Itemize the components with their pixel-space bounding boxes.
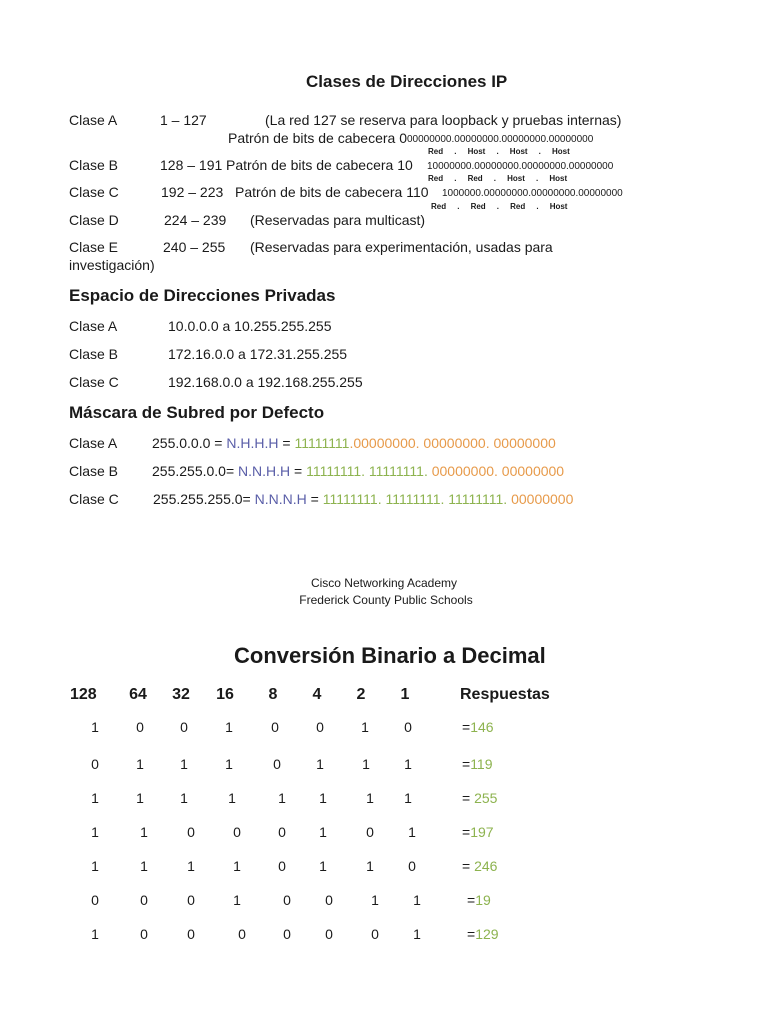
bit-cell: 1 — [233, 892, 241, 908]
binary-header-4: 4 — [312, 686, 322, 703]
bit-cell: 1 — [319, 824, 327, 840]
bit-cell: 1 — [278, 790, 286, 806]
bit-cell: 0 — [238, 926, 246, 942]
answer-cell — [462, 719, 494, 735]
bit-cell: 0 — [408, 858, 416, 874]
bit-cell: 0 — [91, 892, 99, 908]
bit-cell: 1 — [225, 719, 233, 735]
bit-cell: 1 — [180, 756, 188, 772]
binary-header-64: 64 — [129, 686, 147, 703]
answer-equals: = — [462, 824, 471, 840]
class-d-range: 224 – 239 — [164, 212, 227, 228]
answer-cell — [462, 790, 497, 806]
mask-c-line: 255.255.255.0= N.N.N.H = 11111111. 11111111. 11111111. 00000000 — [153, 491, 574, 507]
bit-cell: 1 — [316, 756, 324, 772]
private-b-label: Clase B — [69, 346, 119, 362]
bit-cell: 0 — [316, 719, 324, 735]
answer-equals: = — [462, 858, 475, 874]
mask-a-value: 255.0.0.0 — [152, 435, 211, 451]
class-c-pattern: 1000000.00000000.00000000.00000000 — [442, 188, 623, 199]
binary-header-16: 16 — [216, 686, 234, 703]
mask-c-nh: N.N.N.H — [254, 491, 307, 507]
class-a-pattern-label: Patrón de bits de cabecera 0 — [228, 130, 408, 146]
bit-cell: 1 — [233, 858, 241, 874]
bit-cell: 0 — [233, 824, 241, 840]
bit-cell: 1 — [91, 719, 99, 735]
section-title-ip-classes: Clases de Direcciones IP — [306, 72, 508, 91]
footer-line1: Cisco Networking Academy — [310, 576, 458, 590]
bit-cell: 0 — [140, 892, 148, 908]
class-c-label: Clase C — [69, 184, 119, 200]
class-a-label: Clase A — [69, 112, 118, 128]
bit-cell: 0 — [187, 824, 195, 840]
mask-b-nh: N.N.H.H — [238, 463, 291, 479]
class-a-range: 1 – 127 — [160, 112, 207, 128]
class-e-label: Clase E — [69, 239, 119, 255]
class-a-legend: Red . Host . Host . Host — [428, 147, 570, 156]
class-b-range: 128 – 191 — [160, 157, 223, 173]
mask-b-host-bits: 00000000. 00000000 — [427, 463, 565, 479]
answer-equals: = — [462, 719, 471, 735]
mask-a-label: Clase A — [69, 435, 118, 451]
private-c-range: 192.168.0.0 a 192.168.255.255 — [168, 374, 363, 390]
bit-cell: 0 — [325, 926, 333, 942]
section-title-binary: Conversión Binario a Decimal — [234, 643, 546, 668]
class-c-pattern-label: Patrón de bits de cabecera 110 — [235, 184, 429, 200]
answer-equals: = — [462, 756, 471, 772]
bit-cell: 0 — [180, 719, 188, 735]
bit-cell: 0 — [283, 926, 291, 942]
class-d-label: Clase D — [69, 212, 119, 228]
bit-cell: 1 — [371, 892, 379, 908]
answer-value: 255 — [474, 790, 498, 806]
bit-cell: 1 — [413, 926, 421, 942]
answer-cell — [462, 858, 497, 874]
answer-value: 19 — [475, 892, 491, 908]
class-b-label: Clase B — [69, 157, 119, 173]
mask-c-label: Clase C — [69, 491, 119, 507]
binary-header-128: 128 — [70, 686, 97, 703]
bit-cell: 0 — [404, 719, 412, 735]
class-e-range: 240 – 255 — [163, 239, 226, 255]
bit-cell: 1 — [91, 790, 99, 806]
bit-cell: 1 — [319, 858, 327, 874]
class-c-range: 192 – 223 — [161, 184, 224, 200]
mask-a-line: 255.0.0.0 = N.H.H.H = 11111111.00000000. 00000000. 00000000 — [152, 435, 556, 451]
class-e-note: (Reservadas para experimentación, usadas para — [250, 239, 553, 255]
mask-a-nh: N.H.H.H — [226, 435, 279, 451]
class-c-legend: Red . Red . Red . Host — [431, 202, 568, 211]
bit-cell: 0 — [278, 824, 286, 840]
answers-header: Respuestas — [460, 686, 550, 703]
mask-b-value: 255.255.0.0 — [152, 463, 226, 479]
bit-cell: 1 — [91, 824, 99, 840]
bit-cell: 1 — [187, 858, 195, 874]
bit-cell: 1 — [362, 756, 370, 772]
bit-cell: 0 — [283, 892, 291, 908]
private-a-label: Clase A — [69, 318, 118, 334]
bit-cell: 1 — [366, 790, 374, 806]
class-b-pattern-label: Patrón de bits de cabecera 10 — [226, 157, 413, 173]
section-title-mask: Máscara de Subred por Defecto — [69, 403, 325, 422]
bit-cell: 1 — [361, 719, 369, 735]
footer-line2: Frederick County Public Schools — [299, 593, 473, 607]
mask-b-net-bits: 11111111. 11111111. — [306, 463, 428, 479]
bit-cell: 1 — [136, 790, 144, 806]
bit-cell: 0 — [371, 926, 379, 942]
binary-header-1: 1 — [400, 686, 410, 703]
bit-cell: 0 — [187, 926, 195, 942]
mask-a-net-bits: 11111111 — [294, 435, 350, 451]
answer-value: 129 — [475, 926, 499, 942]
private-c-label: Clase C — [69, 374, 119, 390]
bit-cell: 1 — [136, 756, 144, 772]
bit-cell: 0 — [325, 892, 333, 908]
class-d-note: (Reservadas para multicast) — [250, 212, 426, 228]
bit-cell: 0 — [91, 756, 99, 772]
answer-value: 146 — [470, 719, 494, 735]
class-b-pattern: 10000000.00000000.00000000.00000000 — [427, 161, 614, 172]
bit-cell: 1 — [404, 756, 412, 772]
mask-b-line: 255.255.0.0= N.N.H.H = 11111111. 11111111. 00000000. 00000000 — [152, 463, 565, 479]
answer-value: 197 — [470, 824, 494, 840]
bit-cell: 1 — [91, 926, 99, 942]
bit-cell: 0 — [187, 892, 195, 908]
bit-cell: 0 — [140, 926, 148, 942]
class-a-note: (La red 127 se reserva para loopback y pruebas internas) — [265, 112, 622, 128]
mask-c-net-bits: 11111111. 11111111. 11111111. — [322, 491, 508, 507]
bit-cell: 1 — [91, 858, 99, 874]
bit-cell: 1 — [225, 756, 233, 772]
bit-cell: 0 — [273, 756, 281, 772]
bit-cell: 0 — [366, 824, 374, 840]
private-a-range: 10.0.0.0 a 10.255.255.255 — [168, 318, 332, 334]
answer-cell — [462, 756, 493, 772]
answer-cell — [462, 824, 494, 840]
answer-cell — [467, 926, 499, 942]
bit-cell: 1 — [228, 790, 236, 806]
answer-equals: = — [462, 790, 475, 806]
bit-cell: 1 — [404, 790, 412, 806]
bit-cell: 1 — [319, 790, 327, 806]
answer-equals: = — [467, 926, 476, 942]
bit-cell: 1 — [180, 790, 188, 806]
bit-cell: 1 — [408, 824, 416, 840]
bit-cell: 1 — [413, 892, 421, 908]
private-b-range: 172.16.0.0 a 172.31.255.255 — [168, 346, 348, 362]
answer-equals: = — [467, 892, 476, 908]
answer-value: 246 — [474, 858, 498, 874]
bit-cell: 1 — [140, 824, 148, 840]
bit-cell: 0 — [136, 719, 144, 735]
binary-header-32: 32 — [172, 686, 190, 703]
class-e-note-cont: investigación) — [69, 257, 155, 273]
answer-cell — [467, 892, 491, 908]
bit-cell: 1 — [366, 858, 374, 874]
bit-cell: 0 — [271, 719, 279, 735]
mask-a-host-bits: .00000000. 00000000. 00000000 — [349, 435, 556, 451]
class-a-pattern: 00000000.00000000.00000000.00000000 — [407, 134, 594, 145]
bit-cell: 0 — [278, 858, 286, 874]
mask-b-label: Clase B — [69, 463, 119, 479]
binary-header-2: 2 — [356, 686, 366, 703]
binary-header-8: 8 — [268, 686, 278, 703]
mask-c-value: 255.255.255.0 — [153, 491, 243, 507]
answer-value: 119 — [470, 756, 493, 772]
mask-c-host-bits: 00000000 — [507, 491, 574, 507]
bit-cell: 1 — [140, 858, 148, 874]
class-b-legend: Red . Red . Host . Host — [428, 174, 568, 183]
section-title-private: Espacio de Direcciones Privadas — [69, 286, 336, 305]
